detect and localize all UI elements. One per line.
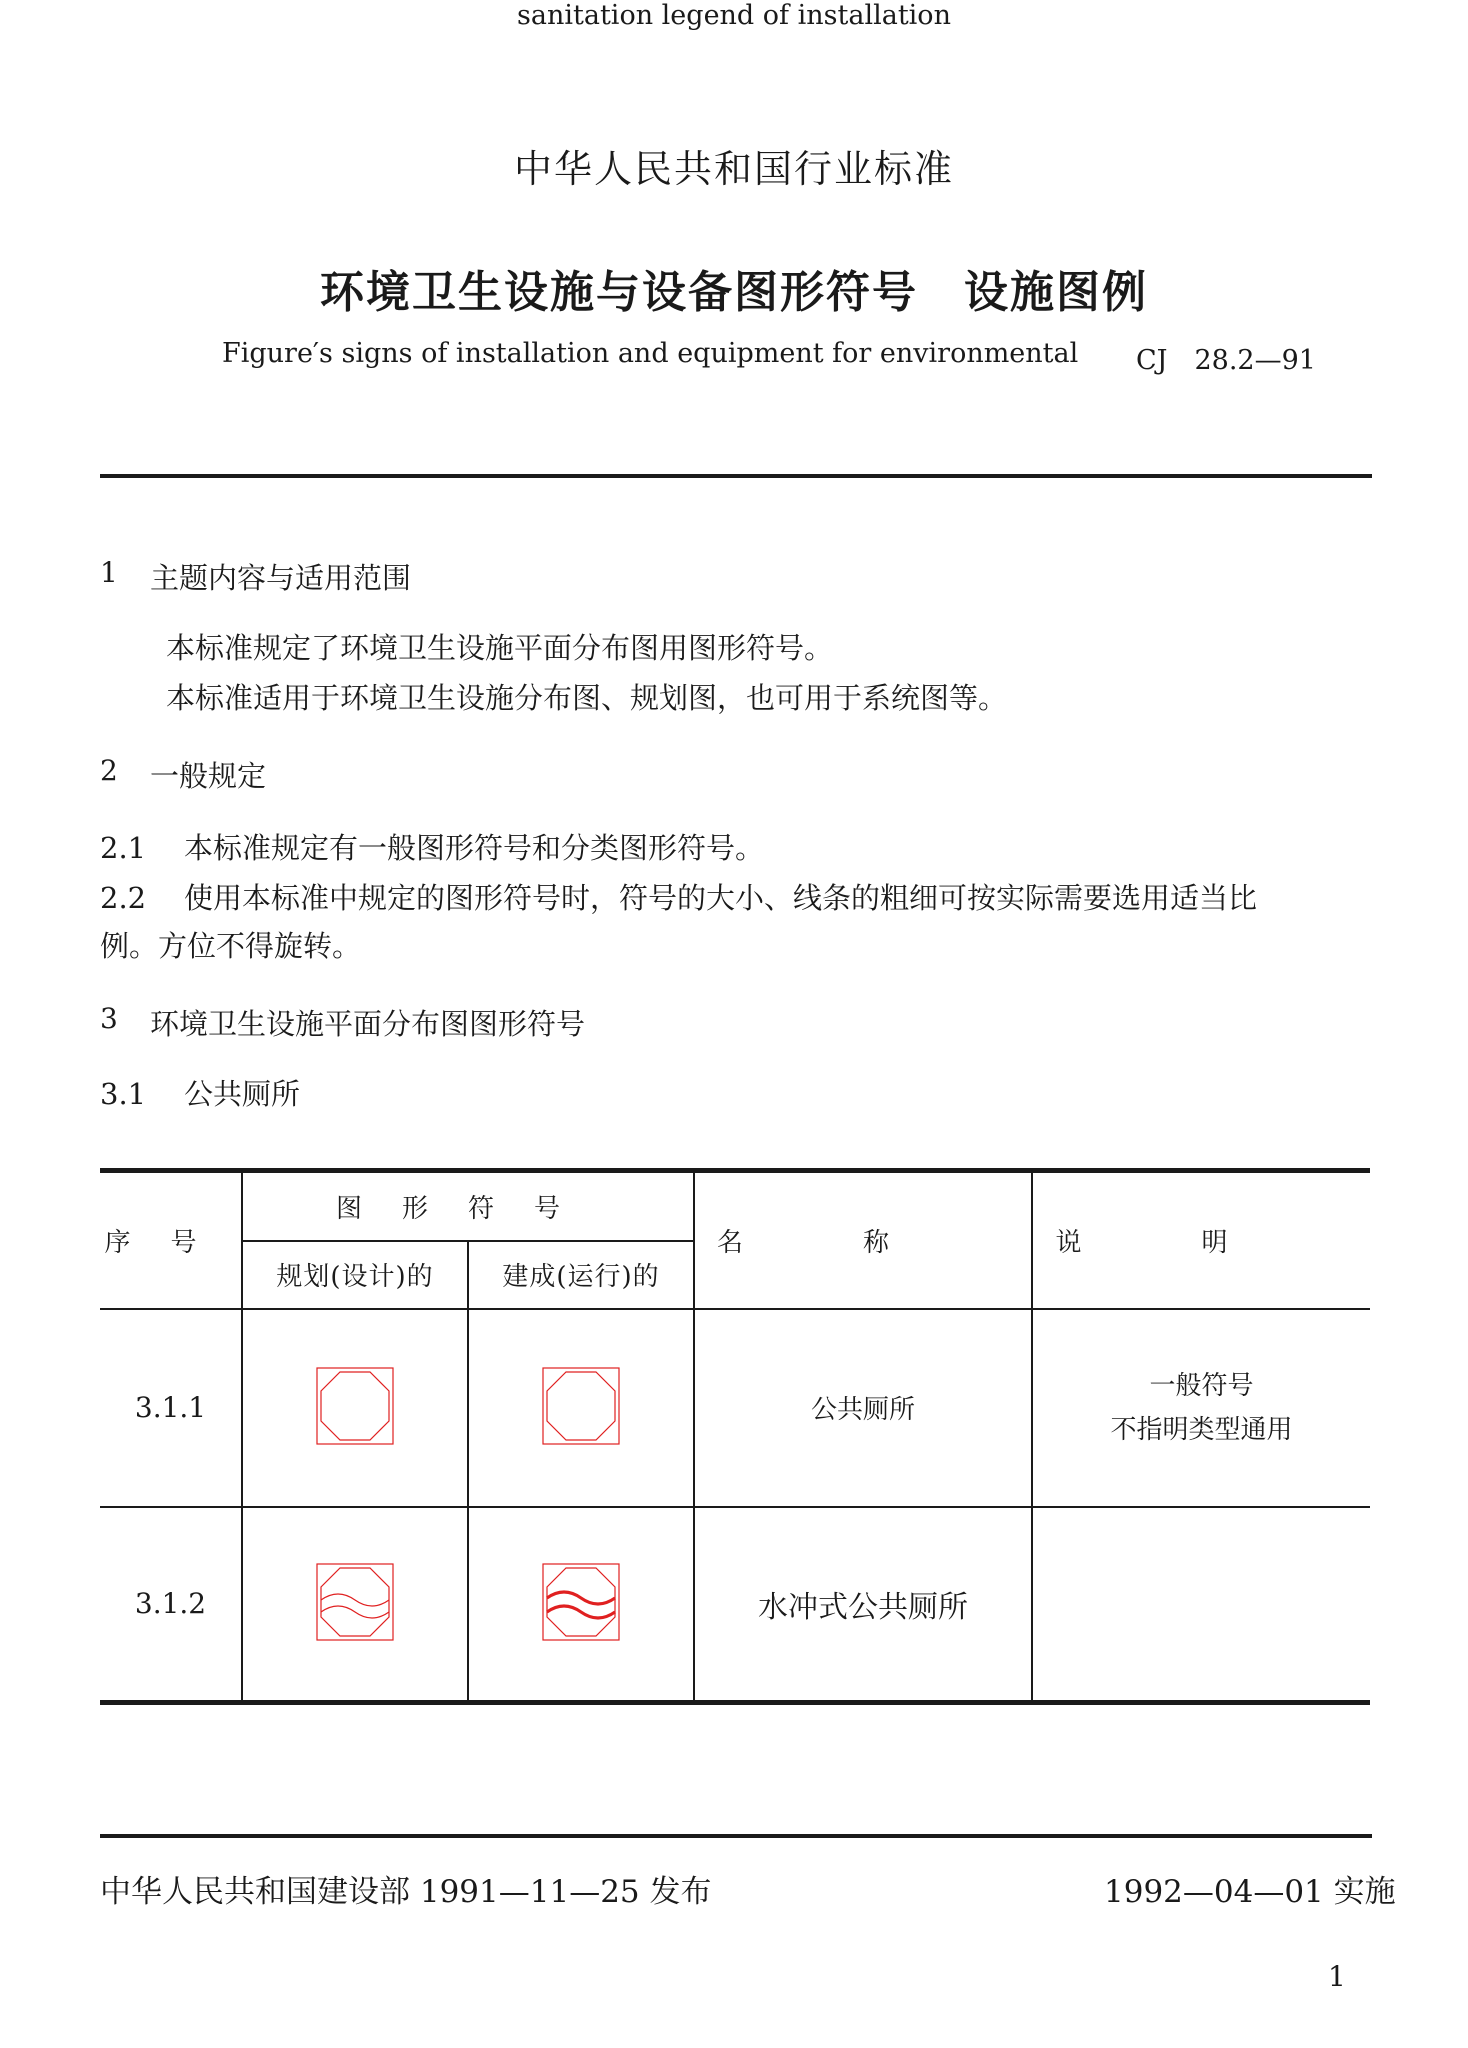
issuer-and-issue-date: 中华人民共和国建设部 1991—11—25 发布 [100, 1874, 712, 1910]
section-2-number: 2 [100, 754, 118, 787]
row-description [1032, 1507, 1370, 1703]
symbol-planned-toilet [242, 1309, 468, 1507]
row-number: 3.1.1 [100, 1309, 242, 1507]
section-2-title: 一般规定 [150, 759, 267, 793]
clause-2-2-text: 使用本标准中规定的图形符号时，符号的大小、线条的粗细可按实际需要选用适当比 [184, 881, 1258, 915]
description-line: 一般符号 [1149, 1370, 1254, 1401]
section-1-title: 主题内容与适用范围 [150, 561, 412, 595]
header-divider [100, 474, 1372, 478]
table-row [100, 1507, 1370, 1703]
standard-category: 中华人民共和国行业标准 [513, 147, 954, 191]
english-title-line2: sanitation legend of installation [517, 0, 951, 31]
table-row [100, 1309, 1370, 1507]
subsection-3-1-number: 3.1 [100, 1077, 147, 1111]
row-name: 水冲式公共厕所 [694, 1507, 1032, 1703]
section-3-title: 环境卫生设施平面分布图图形符号 [150, 1007, 586, 1041]
flush-toilet-icon [541, 1562, 621, 1642]
implementation-date: 1992—04—01 实施 [1104, 1874, 1396, 1910]
english-title-line1: Figure′s signs of installation and equipment for environmental [222, 338, 1079, 369]
row-description [1032, 1309, 1370, 1507]
flush-toilet-icon [315, 1562, 395, 1642]
footer-divider [100, 1834, 1372, 1838]
row-name: 公共厕所 [694, 1309, 1032, 1507]
section-1-paragraph-1: 本标准规定了环境卫生设施平面分布图用图形符号。 [166, 631, 834, 665]
clause-2-1-text: 本标准规定有一般图形符号和分类图形符号。 [184, 831, 765, 865]
clause-2-2-text-cont: 例。方位不得旋转。 [100, 929, 362, 963]
document-title: 环境卫生设施与设备图形符号 设施图例 [320, 267, 1148, 318]
legend-table [100, 1168, 1370, 1705]
row-number: 3.1.2 [100, 1507, 242, 1703]
symbol-built-flush-toilet [468, 1507, 694, 1703]
header-built: 建成(运行)的 [468, 1241, 694, 1309]
section-1-paragraph-2: 本标准适用于环境卫生设施分布图、规划图，也可用于系统图等。 [166, 681, 1008, 715]
header-name: 名称 [694, 1171, 1032, 1309]
subsection-3-1-title: 公共厕所 [184, 1077, 301, 1111]
symbol-planned-flush-toilet [242, 1507, 468, 1703]
section-3-number: 3 [100, 1002, 118, 1035]
symbol-built-toilet [468, 1309, 694, 1507]
header-seq: 序号 [100, 1171, 242, 1309]
header-desc: 说明 [1032, 1171, 1370, 1309]
toilet-icon [541, 1366, 621, 1446]
clause-2-2-number: 2.2 [100, 881, 147, 915]
clause-2-1-number: 2.1 [100, 831, 147, 865]
toilet-icon [315, 1366, 395, 1446]
description-line: 不指明类型通用 [1110, 1414, 1293, 1445]
section-1-number: 1 [100, 556, 118, 589]
page-number: 1 [1328, 1960, 1346, 1993]
standard-code: CJ 28.2—91 [1136, 345, 1316, 376]
header-planned: 规划(设计)的 [242, 1241, 468, 1309]
header-symbol: 图形符号 [242, 1171, 694, 1241]
